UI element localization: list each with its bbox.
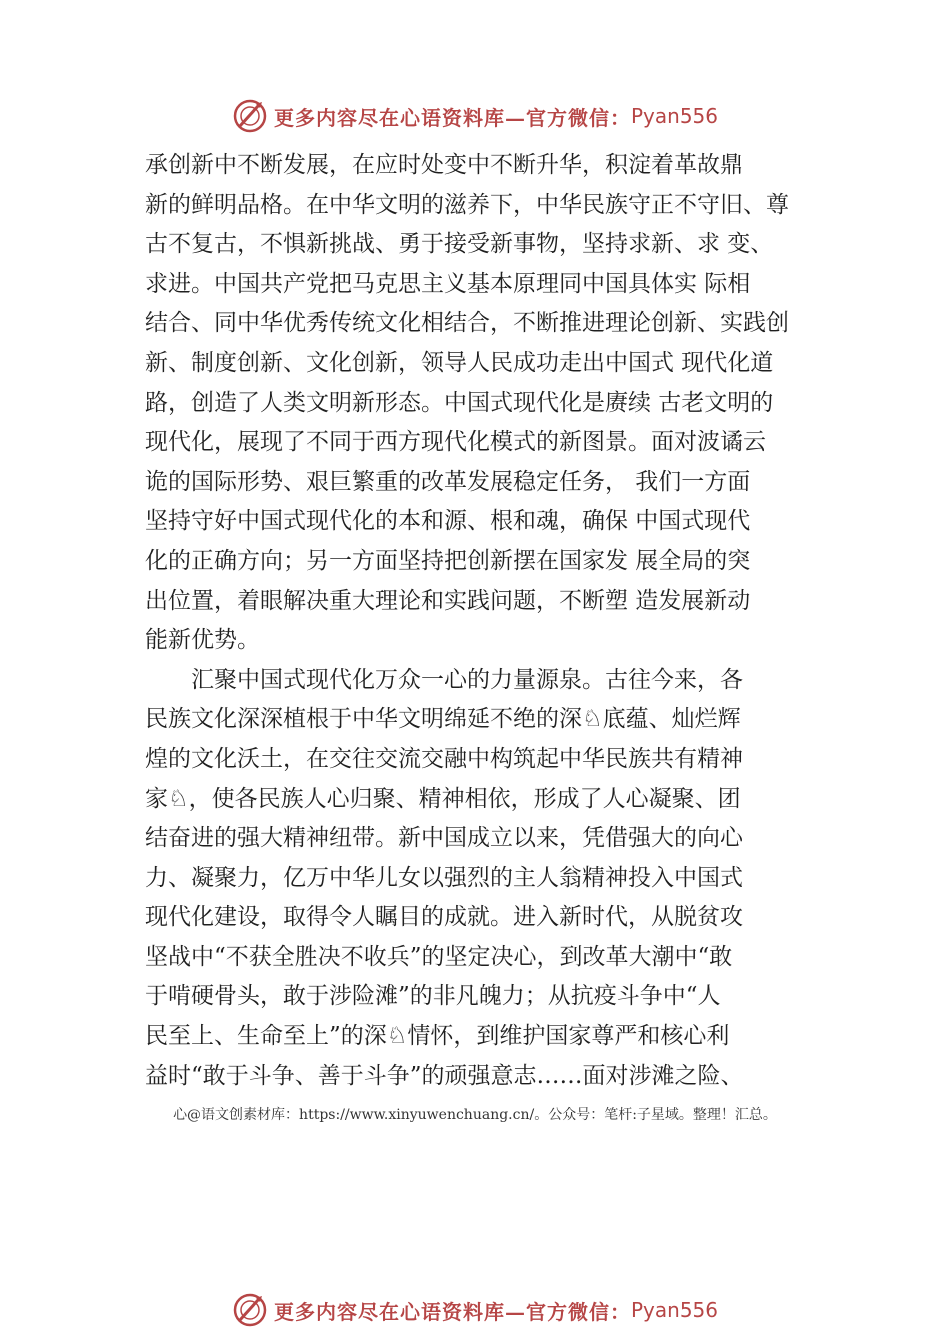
text-line: 新、制度创新、文化创新，领导人民成功走出中国式 现代化道: [145, 349, 774, 376]
text-line: 能新优势。: [145, 627, 260, 654]
text-line: 新的鲜明品格。在中华文明的滋养下，中华民族守正不守旧、尊: [145, 191, 789, 218]
text-line: 结奋进的强大精神纽带。新中国成立以来，凭借强大的向心: [145, 825, 743, 852]
paragraph: [145, 146, 835, 661]
footer-banner-separator: —官方微信：: [504, 1299, 631, 1324]
text-line: 益时“敢于斗争、善于斗争”的顽强意志……面对涉滩之险、: [145, 1062, 744, 1089]
text-line: 民至上、生命至上”的深♘情怀，到维护国家尊严和核心利: [145, 1023, 730, 1050]
text-line: 化的正确方向；另一方面坚持把创新摆在国家发 展全局的突: [145, 547, 751, 574]
text-line: 坚战中“不获全胜决不收兵”的坚定决心，到改革大潮中“敢: [145, 943, 733, 970]
source-footnote: 心@语文创素材库：https://www.xinyuwenchuang.cn/。公众号：笔杆:子星域。整理！汇总。: [173, 1107, 777, 1123]
text-line: 结合、同中华优秀传统文化相结合，不断推进理论创新、实践创: [145, 310, 789, 337]
text-line: 出位置，着眼解决重大理论和实践问题，不断塑 造发展新动: [145, 587, 751, 614]
document-body: [145, 146, 835, 1096]
brand-logo-icon: [232, 1292, 268, 1328]
text-line: 坚持守好中国式现代化的本和源、根和魂，确保 中国式现代: [145, 508, 751, 535]
text-line: 现代化，展现了不同于西方现代化模式的新图景。面对波谲云: [145, 429, 766, 456]
text-line: 于啃硬骨头，敢于涉险滩”的非凡魄力；从抗疫斗争中“人: [145, 983, 721, 1010]
text-line: 承创新中不断发展，在应时处变中不断升华，积淀着革故鼎: [145, 152, 743, 178]
text-line: 古不复古，不惧新挑战、勇于接受新事物，坚持求新、求 变、: [145, 231, 774, 258]
brand-logo-icon: [232, 98, 268, 134]
header-banner: [0, 96, 950, 136]
header-banner-separator: —官方微信：: [504, 105, 631, 130]
text-line: 求进。中国共产党把马克思主义基本原理同中国具体实 际相: [145, 270, 751, 297]
text-line: 路，创造了人类文明新形态。中国式现代化是赓续 古老文明的: [145, 389, 774, 416]
header-banner-title: 更多内容尽在心语资料库: [273, 105, 505, 130]
text-line: 诡的国际形势、艰巨繁重的改革发展稳定任务， 我们一方面: [145, 468, 751, 495]
text-line: 力、凝聚力，亿万中华儿女以强烈的主人翁精神投入中国式: [145, 864, 743, 891]
footer-banner-wechat-id: Pyan556: [630, 1298, 718, 1322]
text-line: 汇聚中国式现代化万众一心的力量源泉。古往今来，各: [191, 666, 743, 693]
text-line: 民族文化深深植根于中华文明绵延不绝的深♘底蕴、灿烂辉: [145, 706, 741, 733]
header-banner-wechat-id: Pyan556: [630, 104, 718, 128]
text-line: 家♘，使各民族人心归聚、精神相依，形成了人心凝聚、团: [145, 785, 741, 812]
footer-banner: [0, 1290, 950, 1330]
paragraph: [145, 661, 835, 1097]
text-line: 现代化建设，取得令人瞩目的成就。进入新时代，从脱贫攻: [145, 904, 743, 931]
text-line: 煌的文化沃土，在交往交流交融中构筑起中华民族共有精神: [145, 745, 743, 772]
footer-banner-title: 更多内容尽在心语资料库: [273, 1299, 505, 1324]
